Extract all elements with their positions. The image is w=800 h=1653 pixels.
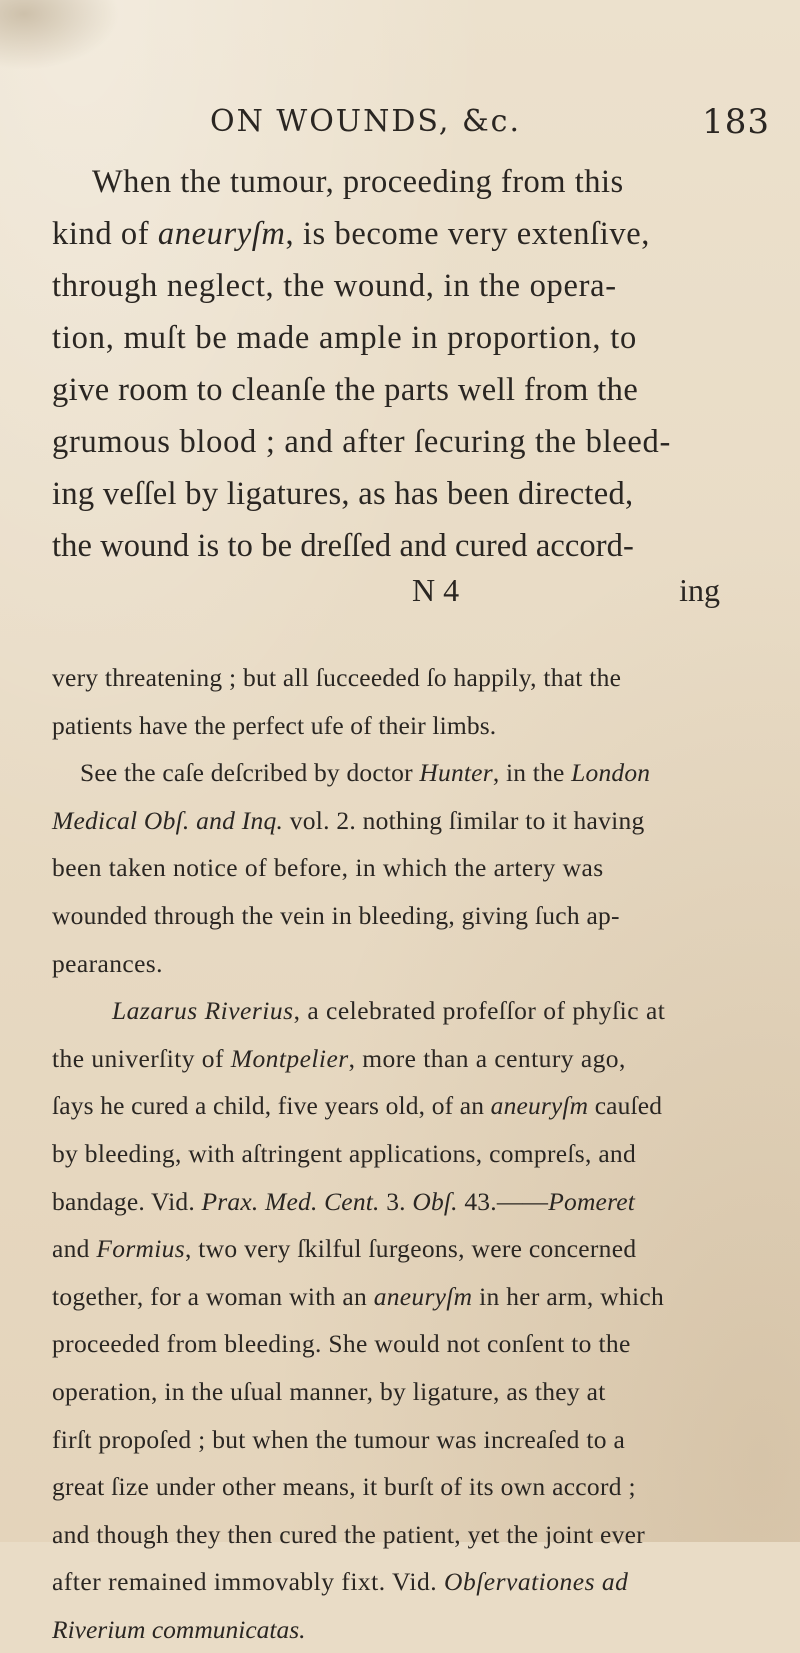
footnote-text: vol. 2. nothing ſimilar to it having xyxy=(283,805,645,835)
author-name: Lazarus Riverius xyxy=(112,996,294,1026)
footnote-block xyxy=(52,654,770,1653)
footnote-line xyxy=(52,1273,770,1321)
running-head: ON WOUNDS, &c. xyxy=(210,104,521,139)
footnote-text: See the caſe deſcribed by doctor xyxy=(80,758,420,788)
footnote-text: the univerſity of xyxy=(52,1043,231,1073)
footnote-text: , a celebrated profeſſor of phyſic at xyxy=(293,996,666,1026)
footnote-text: , more than a century ago, xyxy=(348,1043,626,1073)
author-name: Hunter xyxy=(419,758,493,788)
text-line: ing veſſel by ligatures, as has been directed, xyxy=(52,476,634,512)
page-header xyxy=(210,96,770,146)
footnote-text: bandage. Vid. xyxy=(52,1186,202,1216)
footnote-line: been taken notice of before, in which the artery was xyxy=(52,853,604,883)
footnote-text: together, for a woman with an xyxy=(52,1281,374,1311)
footnote-line xyxy=(52,987,770,1035)
footnote-text: cauſed xyxy=(588,1091,663,1121)
citation: Riverium communicatas. xyxy=(52,1614,306,1644)
footnote-line xyxy=(52,1035,770,1083)
text-line: the wound is to be dreſſed and cured accord- xyxy=(52,528,634,564)
text-line: through neglect, the wound, in the opera- xyxy=(52,268,617,304)
signature-line xyxy=(52,572,770,620)
page-number: 183 xyxy=(702,102,770,142)
footnote-line xyxy=(52,1225,770,1273)
text-line: give room to cleanſe the parts well from the xyxy=(52,372,639,408)
text-line: tion, muſt be made ample in proportion, to xyxy=(52,320,638,356)
footnote-text: after remained immovably fixt. Vid. xyxy=(52,1567,445,1597)
citation: Obſervationes ad xyxy=(444,1567,629,1597)
footnote-line: and though they then cured the patient, yet the joint ever xyxy=(52,1519,646,1549)
footnote-line: firſt propoſed ; but when the tumour was increaſed to a xyxy=(52,1424,626,1454)
footnote-text: , in the xyxy=(492,758,572,788)
term: aneuryſm xyxy=(373,1281,473,1311)
journal-title: Medical Obſ. and Inq. xyxy=(52,805,284,835)
footnote-line: by bleeding, with aſtringent applications, compreſs, and xyxy=(52,1138,637,1168)
footnote-line xyxy=(52,749,770,797)
footnote-text: , two very ſkilful ſurgeons, were concerned xyxy=(184,1234,637,1264)
footnote-text: 3. xyxy=(379,1186,413,1216)
footnote-line: wounded through the vein in bleeding, giving ſuch ap- xyxy=(52,900,620,930)
footnote-line xyxy=(52,1082,770,1130)
footnote-line xyxy=(52,797,770,845)
catchword: ing xyxy=(679,572,720,608)
footnote-line: great ſize under other means, it burſt of its own accord ; xyxy=(52,1472,636,1502)
footnote-line: pearances. xyxy=(52,948,163,978)
citation: Obſ. xyxy=(412,1186,458,1216)
footnote-line: proceeded from bleeding. She would not conſent to the xyxy=(52,1329,631,1359)
footnote-text: and xyxy=(52,1234,97,1264)
text-line: When the tumour, proceeding from this xyxy=(92,164,624,200)
text-line: grumous blood ; and after ſecuring the bleed- xyxy=(52,424,672,460)
footnote-text: ſays he cured a child, five years old, of an xyxy=(52,1091,491,1121)
author-name: Pomeret xyxy=(548,1186,636,1216)
footnote-line: operation, in the uſual manner, by ligature, as they at xyxy=(52,1376,606,1406)
footnote-line xyxy=(52,1606,770,1653)
journal-title: London xyxy=(571,758,651,788)
paper-stain xyxy=(0,0,120,70)
footnote-line xyxy=(52,1178,770,1226)
term: aneuryſm xyxy=(490,1091,589,1121)
citation: Prax. Med. Cent. xyxy=(201,1186,380,1216)
author-name: Formius xyxy=(96,1234,185,1264)
footnote-line xyxy=(52,1558,770,1606)
main-paragraph xyxy=(52,156,770,572)
footnote-line: patients have the perfect ufe of their limbs. xyxy=(52,710,497,740)
footnote-line: very threatening ; but all ſucceeded ſo happily, that the xyxy=(52,663,622,692)
footnote-text: 43.—— xyxy=(457,1186,549,1216)
text-line: kind of aneuryſm, is become very extenſive, xyxy=(52,216,651,252)
place-name: Montpelier xyxy=(230,1043,349,1073)
signature-mark: N 4 xyxy=(412,572,460,608)
footnote-text: in her arm, which xyxy=(472,1281,665,1311)
